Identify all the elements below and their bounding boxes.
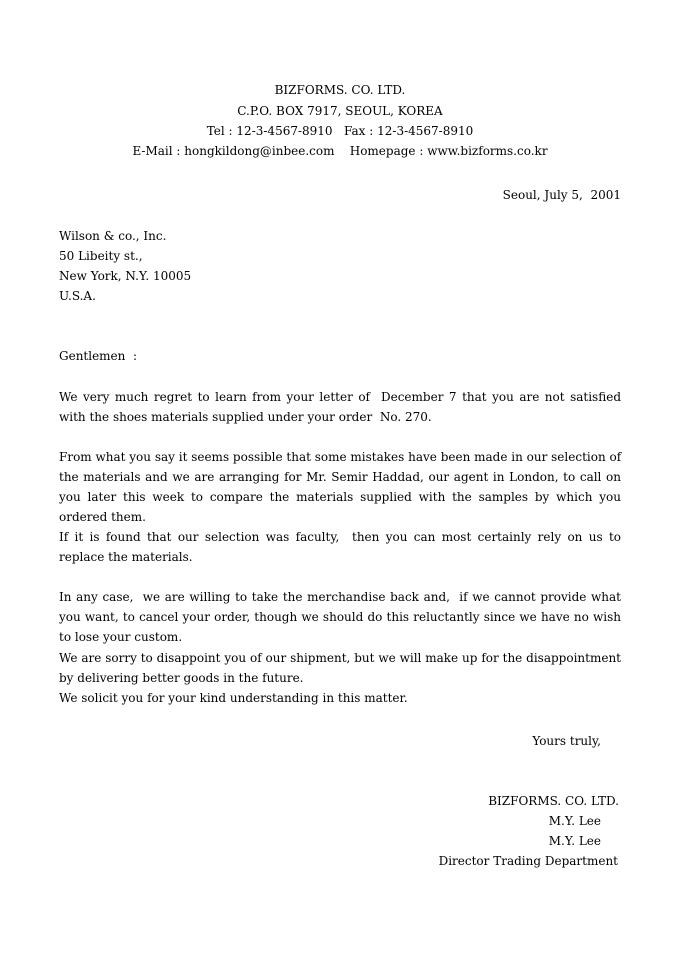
body-line: In any case, we are willing to take the merchandise back and, if we cannot provide what — [59, 590, 621, 604]
body-line: with the shoes materials supplied under your order No. 270. — [59, 410, 432, 424]
signature-name: M.Y. Lee — [548, 814, 601, 828]
recipient-street: 50 Libeity st., — [59, 249, 143, 263]
letter-date: Seoul, July 5, 2001 — [502, 188, 621, 202]
body-line: by delivering better goods in the future. — [59, 671, 304, 685]
salutation: Gentlemen : — [59, 349, 138, 363]
body-line: to lose your custom. — [59, 630, 183, 644]
recipient-city: New York, N.Y. 10005 — [59, 269, 192, 283]
body-line: ordered them. — [59, 510, 146, 524]
signature-name: M.Y. Lee — [548, 834, 601, 848]
body-line: We very much regret to learn from your letter of December 7 that you are not satisfied — [59, 390, 621, 404]
body-line: From what you say it seems possible that some mistakes have been made in our selection of — [59, 450, 622, 464]
letterhead-address: C.P.O. BOX 7917, SEOUL, KOREA — [237, 104, 443, 118]
signature-title: Director Trading Department — [438, 854, 618, 868]
recipient-name: Wilson & co., Inc. — [59, 229, 167, 243]
signature-company: BIZFORMS. CO. LTD. — [488, 794, 619, 808]
body-line: If it is found that our selection was faculty, then you can most certainly rely on us to — [59, 530, 621, 544]
letterhead-phone-fax: Tel : 12-3-4567-8910 Fax : 12-3-4567-8910 — [206, 124, 474, 138]
letterhead-email-homepage: E-Mail : hongkildong@inbee.com Homepage : www.bizforms.co.kr — [132, 144, 548, 158]
letterhead-company: BIZFORMS. CO. LTD. — [274, 83, 406, 97]
closing: Yours truly, — [532, 734, 601, 748]
body-line: you later this week to compare the materials supplied with the samples by which you — [59, 490, 621, 504]
body-line: We solicit you for your kind understanding in this matter. — [59, 691, 408, 705]
body-line: you want, to cancel your order, though we should do this reluctantly since we have no wish — [59, 610, 621, 624]
body-line: the materials and we are arranging for Mr. Semir Haddad, our agent in London, to call on — [59, 470, 621, 484]
body-line: replace the materials. — [59, 550, 193, 564]
body-line: We are sorry to disappoint you of our shipment, but we will make up for the disappointment — [59, 651, 621, 665]
recipient-country: U.S.A. — [59, 289, 96, 303]
